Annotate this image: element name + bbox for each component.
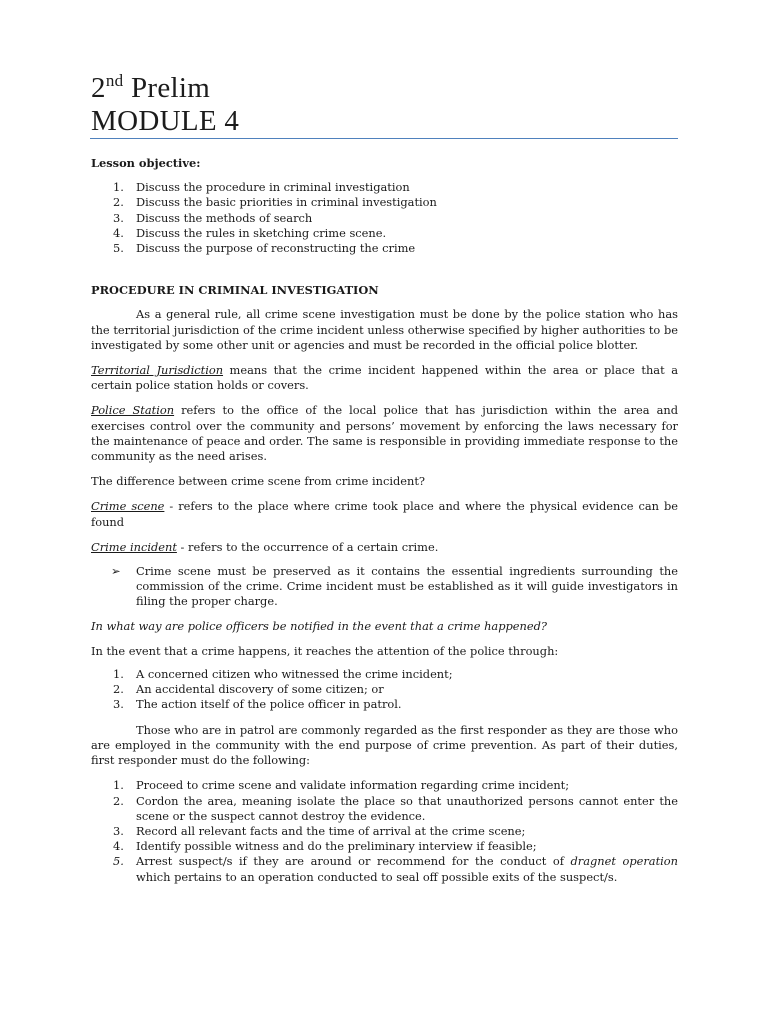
list-item: 1. A concerned citizen who witnessed the crime incident; xyxy=(113,667,453,682)
list-item: 1. Discuss the procedure in criminal investigation xyxy=(113,180,410,195)
list-item: 3. Discuss the methods of search xyxy=(113,210,313,225)
list-item: 1. Proceed to crime scene and validate information regarding crime incident; xyxy=(113,778,570,793)
list-item: 2. Cordon the area, meaning isolate the place so that unauthorized persons cannot enter the scene or the suspect cannot destroy the evidence. xyxy=(113,793,678,823)
lesson-objective-heading: Lesson objective: xyxy=(91,156,201,170)
crime-incident-definition: Crime incident - refers to the occurrence of a certain crime. xyxy=(91,539,439,554)
list-item: 4. Identify possible witness and do the preliminary interview if feasible; xyxy=(113,839,537,854)
arrow-bullet-icon: ➢ xyxy=(111,564,121,579)
difference-question: The difference between crime scene from crime incident? xyxy=(91,474,426,489)
list-item: 3. Record all relevant facts and the time of arrival at the crime scene; xyxy=(113,823,526,838)
document-body xyxy=(91,150,678,885)
patrol-paragraph: Those who are in patrol are commonly regarded as the first responder as they are those who are employed in the community with the end purpose of crime prevention. As part of their duties, first responder must do the following: xyxy=(91,722,678,768)
crime-scene-definition: Crime scene - refers to the place where crime took place and where the physical evidence can be found xyxy=(91,499,678,529)
list-item: 5. Discuss the purpose of reconstructing the crime xyxy=(113,241,416,256)
list-item: 4. Discuss the rules in sketching crime scene. xyxy=(113,225,387,240)
list-item: 2. An accidental discovery of some citizen; or xyxy=(113,682,384,697)
list-item: 2. Discuss the basic priorities in criminal investigation xyxy=(113,195,437,210)
event-intro: In the event that a crime happens, it reaches the attention of the police through: xyxy=(91,643,559,658)
lesson-objective-list xyxy=(91,180,678,256)
section-heading: PROCEDURE IN CRIMINAL INVESTIGATION xyxy=(91,283,379,298)
police-station-definition: Police Station refers to the office of the local police that has jurisdiction within the area and exercises control over the community and persons’ movement by enforcing the laws necessary for the maintenance of peace and order. The same is responsible in providing immediate response to the community as the need arises. xyxy=(91,403,678,464)
title-prelim-line: 2nd Prelim xyxy=(91,71,211,104)
title-divider xyxy=(90,138,678,139)
notification-list xyxy=(91,667,678,713)
first-responder-duties-list xyxy=(91,778,678,884)
notification-question: In what way are police officers be notified in the event that a crime happened? xyxy=(91,618,548,633)
intro-paragraph: As a general rule, all crime scene investigation must be done by the police station who has the territorial jurisdiction of the crime incident unless otherwise specified by higher authorities to be investigated by some other unit or agencies and must be recorded in the official police blotter. xyxy=(91,307,678,352)
list-item: 5. Arrest suspect/s if they are around or recommend for the conduct of dragnet operation which pertains to an operation conducted to seal off possible exits of the suspect/s. xyxy=(113,854,678,884)
title-module-line: MODULE 4 xyxy=(91,105,240,137)
module-title xyxy=(91,72,239,138)
territorial-definition: Territorial Jurisdiction means that the crime incident happened within the area or place that a certain police station holds or covers. xyxy=(91,363,678,393)
bullet-note: ➢ Crime scene must be preserved as it contains the essential ingredients surrounding the commission of the crime. Crime incident must be established as it will guide investigators in filing the proper charge. xyxy=(111,564,678,609)
list-item: 3. The action itself of the police officer in patrol. xyxy=(113,697,402,712)
